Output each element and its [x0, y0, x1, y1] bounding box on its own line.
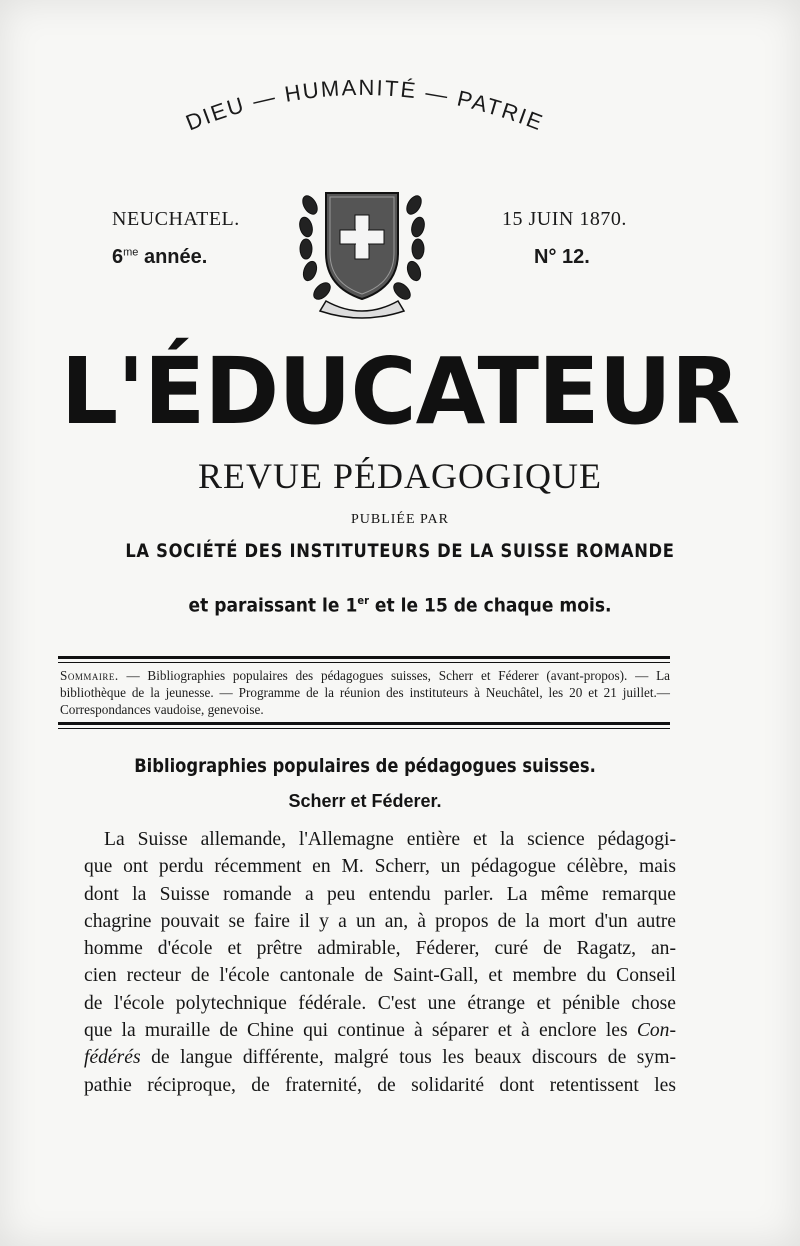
- divider-top-thin: [58, 662, 670, 663]
- body-line: homme d'école et prêtre admirable, Féderer, curé de Ragatz, an-: [84, 938, 676, 960]
- schedule-after: et le 15 de chaque mois.: [368, 594, 612, 617]
- society-name: LA SOCIÉTÉ DES INSTITUTEURS DE LA SUISSE ROMANDE: [125, 540, 675, 562]
- year-superscript: me: [123, 246, 139, 259]
- published-by: PUBLIÉE PAR: [350, 512, 449, 527]
- body-line-9: [84, 1044, 676, 1071]
- summary-block: [60, 667, 670, 718]
- schedule-before: et paraissant le 1: [188, 594, 358, 617]
- summary-label: Sommaire.: [60, 668, 119, 683]
- motto-textpath: DIEU — HUMANITÉ — PATRIE: [182, 74, 548, 136]
- body-line-8-italic: Con-: [636, 1020, 676, 1042]
- article-title: Bibliographies populaires de pédagogues suisses.: [134, 755, 596, 777]
- body-line-8-text: que la muraille de Chine qui continue à séparer et à enclore les: [84, 1020, 628, 1042]
- publication-schedule: [40, 594, 760, 616]
- motto-arc: [150, 60, 570, 150]
- article-body: [84, 826, 676, 1099]
- body-line: La Suisse allemande, l'Allemagne entière et la science pédagogi-: [104, 829, 676, 850]
- year-word: année.: [138, 246, 208, 268]
- masthead-year: [112, 246, 207, 269]
- divider-top-thick: [58, 656, 670, 659]
- body-line-10: pathie réciproque, de fraternité, de solidarité dont retentissent les: [84, 1074, 676, 1096]
- body-line: cien recteur de l'école cantonale de Saint-Gall, et membre du Conseil: [84, 965, 676, 987]
- schedule-superscript: er: [357, 594, 369, 607]
- body-line-9-italic: fédérés: [84, 1047, 141, 1069]
- masthead-place: NEUCHATEL.: [112, 208, 240, 230]
- swiss-cross-crest-icon: [296, 175, 428, 323]
- journal-subtitle: REVUE PÉDAGOGIQUE: [198, 456, 602, 496]
- masthead-date: 15 JUIN 1870.: [502, 208, 627, 230]
- body-line-8: [84, 1017, 676, 1044]
- summary-text: — Bibliographies populaires des pédagogues suisses, Scherr et Féderer (avant-propos). — La bibliothèque de la jeunesse. — Programme de la réunion des instituteurs à Neuchâtel, les 20 et 21 juillet.—Correspondances vaudoise, genevoise.: [60, 668, 670, 717]
- article-subtitle: Scherr et Féderer.: [288, 791, 442, 811]
- divider-bottom-thick: [58, 722, 670, 725]
- body-line: de l'école polytechnique fédérale. C'est une étrange et pénible chose: [84, 992, 676, 1014]
- body-line: dont la Suisse romande a peu entendu parler. La même remarque: [84, 883, 676, 905]
- body-line: que ont perdu récemment en M. Scherr, un pédagogue célèbre, mais: [84, 856, 676, 878]
- year-number: 6: [112, 246, 124, 268]
- journal-title: L'ÉDUCATEUR: [60, 338, 740, 445]
- motto-text: [182, 75, 547, 136]
- body-line-9-text: de langue différente, malgré tous les beaux discours de sym-: [140, 1047, 676, 1069]
- body-line: chagrine pouvait se faire il y a un an, à propos de la mort d'un autre: [84, 910, 676, 932]
- masthead-issue: N° 12.: [534, 246, 590, 268]
- divider-bottom-thin: [58, 728, 670, 729]
